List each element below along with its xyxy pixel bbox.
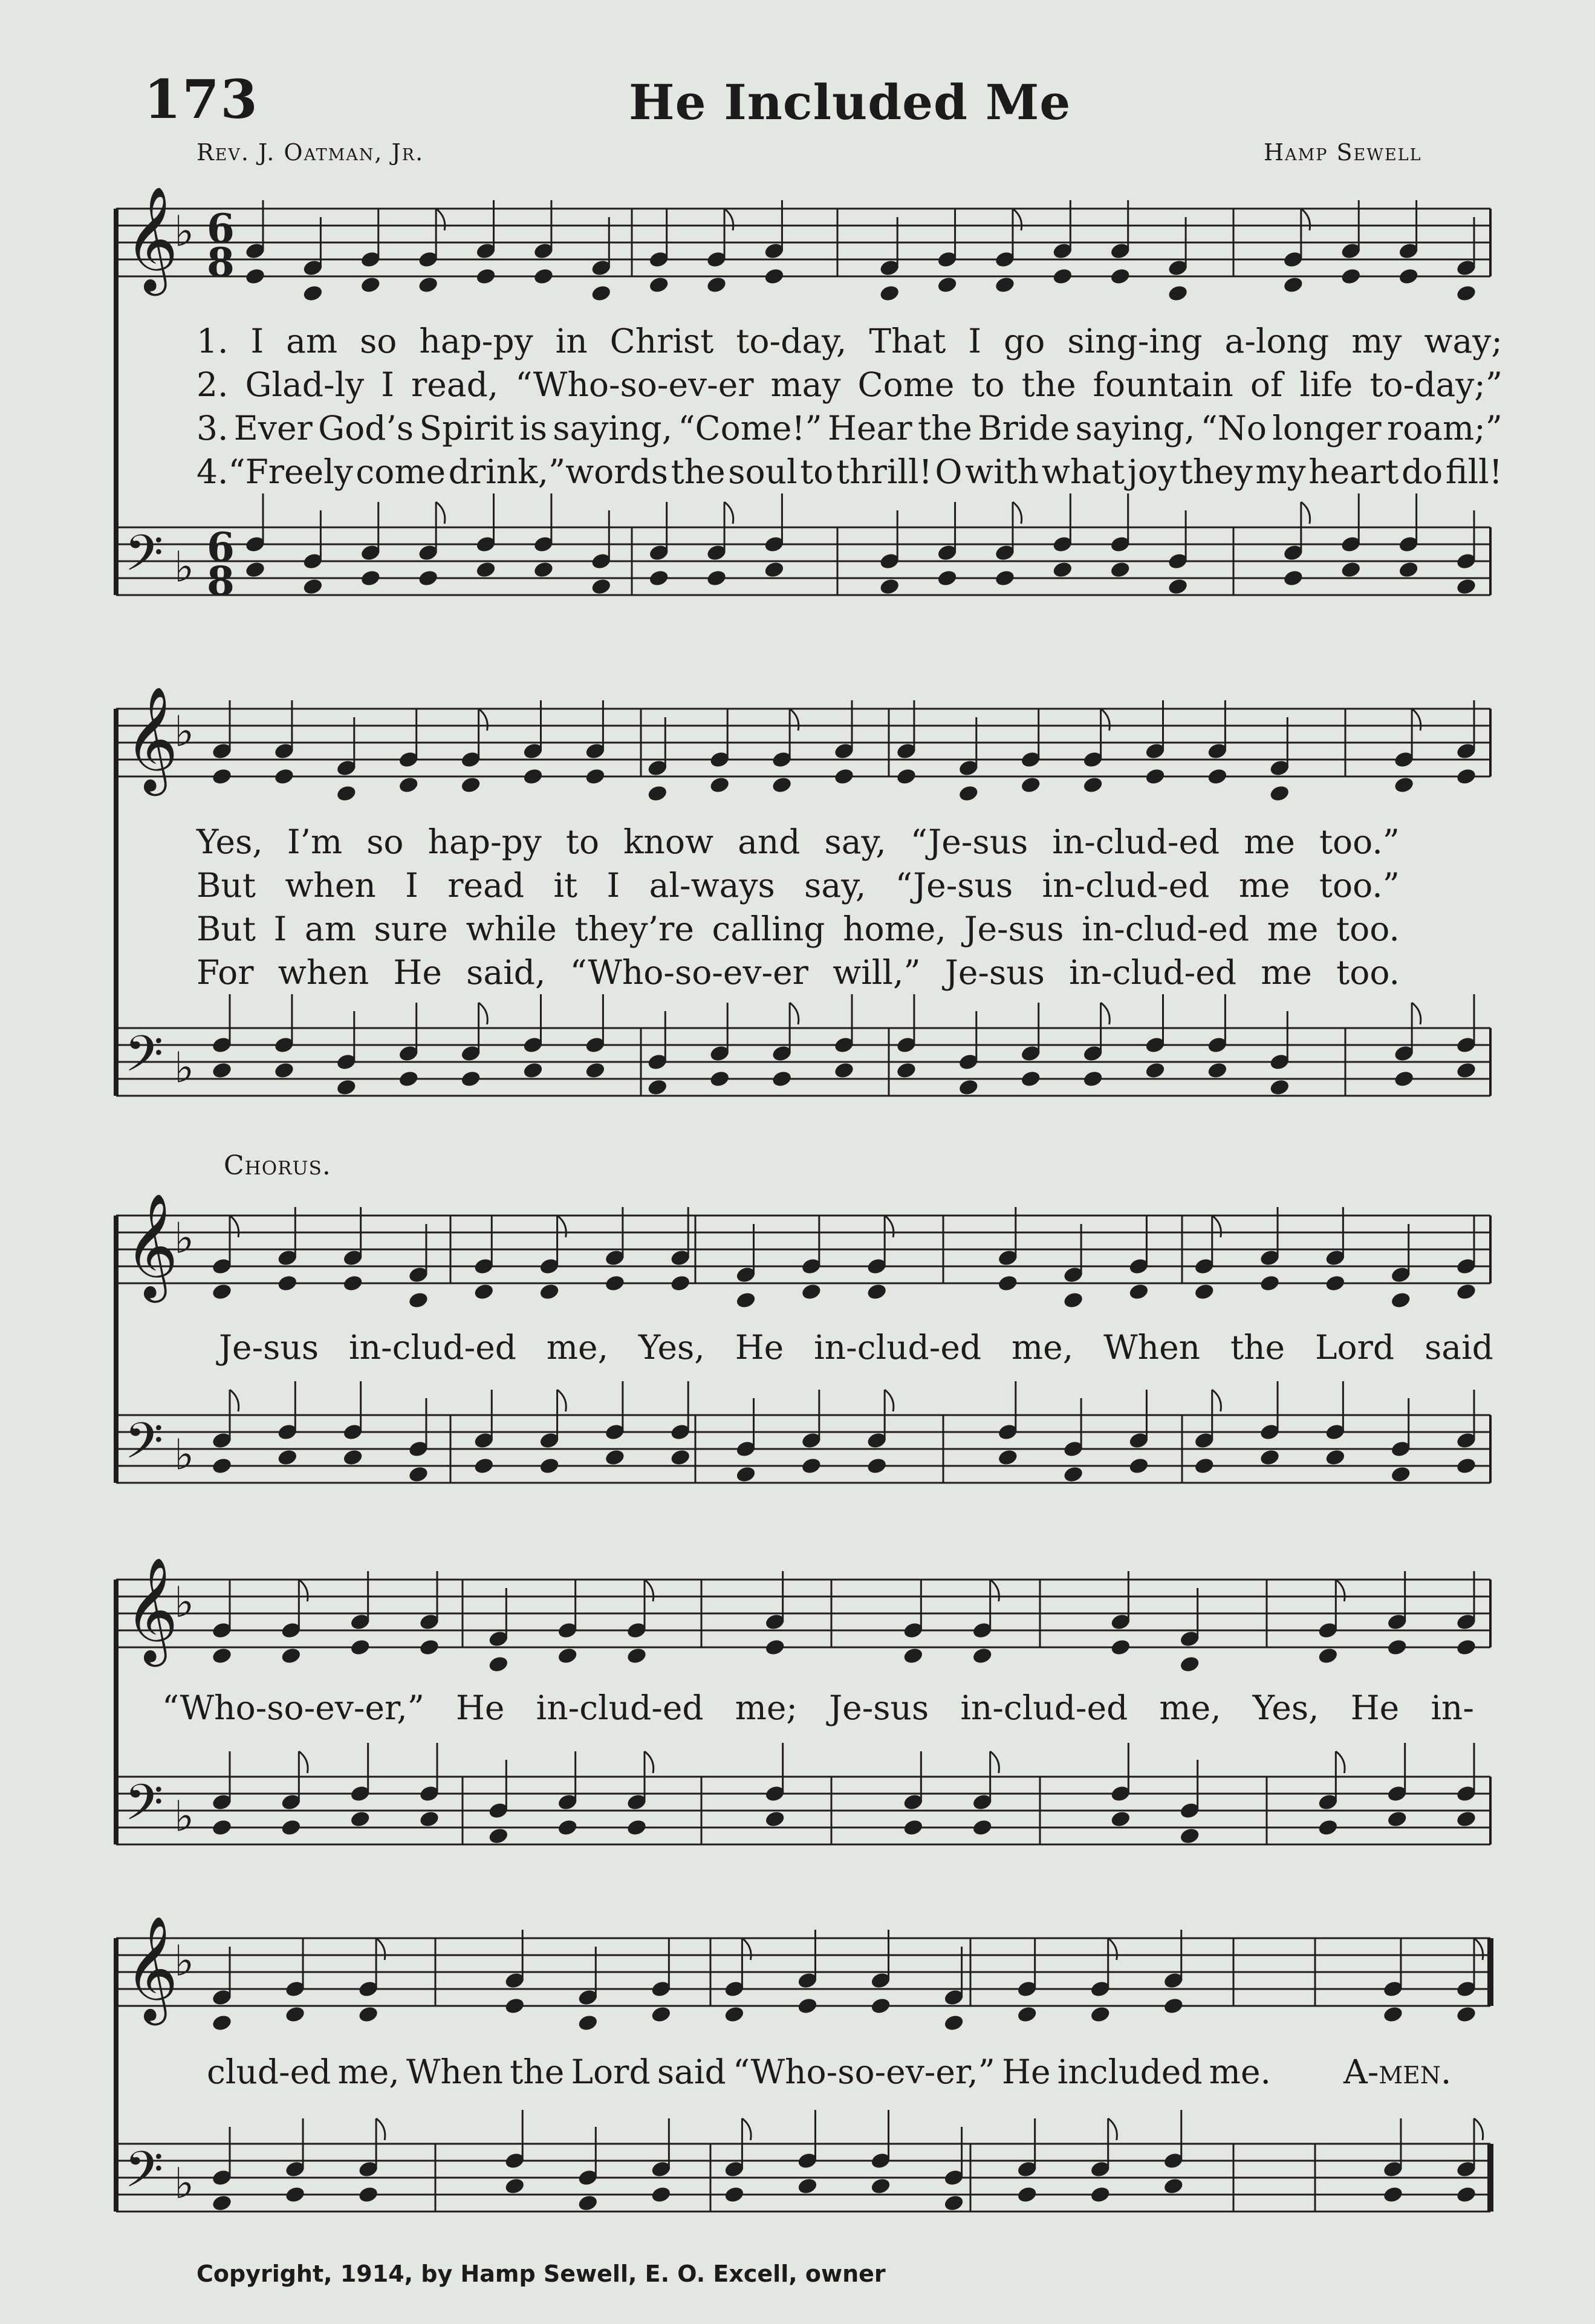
notehead bbox=[276, 1448, 298, 1467]
notehead bbox=[418, 1810, 440, 1829]
notehead bbox=[487, 1827, 509, 1846]
notehead bbox=[473, 1283, 495, 1301]
notehead bbox=[533, 267, 554, 286]
notehead bbox=[1020, 776, 1042, 795]
notehead bbox=[1128, 1457, 1150, 1476]
notehead bbox=[646, 784, 668, 803]
chorus-line-3: clud-ed me, When the Lord said “Who-so-ev-er,” He included me. bbox=[207, 2052, 1271, 2091]
notehead bbox=[646, 1078, 668, 1097]
notehead bbox=[302, 284, 324, 303]
notehead bbox=[604, 1274, 626, 1293]
notehead bbox=[211, 1061, 233, 1080]
notehead bbox=[866, 1457, 888, 1476]
notehead bbox=[336, 1078, 357, 1097]
notehead bbox=[994, 569, 1016, 588]
note-flag bbox=[1336, 1580, 1345, 1601]
notehead bbox=[590, 578, 612, 596]
notehead bbox=[276, 1274, 298, 1293]
notehead bbox=[1455, 1810, 1477, 1829]
notehead bbox=[1390, 1291, 1412, 1310]
notehead bbox=[994, 276, 1016, 295]
notehead bbox=[879, 284, 900, 303]
notehead bbox=[1109, 267, 1131, 286]
notehead bbox=[1455, 1638, 1477, 1657]
notehead bbox=[1051, 561, 1073, 579]
note-flag bbox=[1301, 502, 1310, 524]
notehead bbox=[539, 1283, 560, 1301]
notehead bbox=[342, 1274, 364, 1293]
author-credit: Rev. J. Oatman, Jr. bbox=[197, 139, 424, 166]
notehead bbox=[833, 767, 855, 786]
notehead bbox=[349, 1638, 371, 1657]
notehead bbox=[590, 284, 612, 303]
notehead bbox=[870, 1997, 892, 2016]
notehead bbox=[1325, 1448, 1346, 1467]
notehead bbox=[1455, 1457, 1477, 1476]
notehead bbox=[1082, 776, 1104, 795]
notehead bbox=[460, 1070, 482, 1089]
notehead bbox=[585, 767, 606, 786]
notehead bbox=[958, 1078, 979, 1097]
notehead bbox=[902, 1818, 924, 1837]
notehead bbox=[1340, 561, 1362, 579]
notehead bbox=[1386, 1638, 1408, 1657]
notehead bbox=[1194, 1283, 1215, 1301]
chorus-line-2: “Who-so-ev-er,” He in-clud-ed me; Je-sus in-clud-ed me, Yes, He in- bbox=[162, 1688, 1474, 1727]
note-flag bbox=[885, 1390, 894, 1411]
notehead bbox=[522, 767, 544, 786]
notehead bbox=[577, 2194, 599, 2213]
verse-3-line-2: But I am sure while they’re calling home, Je-sus in-clud-ed me too. bbox=[197, 910, 1400, 948]
notehead bbox=[879, 578, 900, 596]
notehead bbox=[1020, 1070, 1042, 1089]
notehead bbox=[1128, 1283, 1150, 1301]
notehead bbox=[764, 267, 785, 286]
notehead bbox=[349, 1810, 371, 1829]
time-signature-top: 6 bbox=[207, 524, 235, 571]
notehead bbox=[244, 561, 266, 579]
chorus-label: Chorus. bbox=[224, 1150, 331, 1181]
notehead bbox=[1393, 776, 1415, 795]
notehead bbox=[1207, 1061, 1229, 1080]
note-flag bbox=[1101, 1003, 1110, 1024]
notehead bbox=[937, 276, 958, 295]
note-flag bbox=[299, 1751, 308, 1773]
treble-clef-icon: 𝄞 bbox=[125, 186, 178, 291]
notehead bbox=[1051, 267, 1073, 286]
notehead bbox=[735, 1465, 757, 1484]
notehead bbox=[244, 267, 266, 286]
notehead bbox=[1455, 284, 1477, 303]
note-flag bbox=[436, 502, 445, 524]
composer-credit: Hamp Sewell bbox=[1264, 139, 1422, 166]
notehead bbox=[626, 1647, 648, 1665]
notehead bbox=[997, 1448, 1019, 1467]
notehead bbox=[557, 1647, 579, 1665]
notehead bbox=[771, 776, 793, 795]
notehead bbox=[1109, 1810, 1131, 1829]
note-flag bbox=[885, 1216, 894, 1237]
note-flag bbox=[1212, 1390, 1221, 1411]
flat-key-signature-icon: ♭ bbox=[174, 206, 195, 256]
notehead bbox=[706, 569, 727, 588]
chorus-line-1: Je-sus in-clud-ed me, Yes, He in-clud-ed me, When the Lord said bbox=[219, 1328, 1493, 1367]
notehead bbox=[539, 1457, 560, 1476]
notehead bbox=[1163, 1997, 1184, 2016]
notehead bbox=[648, 569, 670, 588]
note-flag bbox=[1212, 1216, 1221, 1237]
notehead bbox=[585, 1061, 606, 1080]
notehead bbox=[1398, 561, 1420, 579]
notehead bbox=[801, 1457, 822, 1476]
notehead bbox=[1163, 2177, 1184, 2196]
note-flag bbox=[790, 709, 799, 731]
notehead bbox=[357, 2005, 379, 2024]
bass-clef-icon: 𝄢 bbox=[125, 1772, 164, 1844]
notehead bbox=[1269, 784, 1290, 803]
note-flag bbox=[1412, 1003, 1421, 1024]
notehead bbox=[211, 2014, 233, 2033]
note-flag bbox=[742, 2118, 751, 2140]
notehead bbox=[943, 2014, 965, 2033]
notehead bbox=[473, 1457, 495, 1476]
notehead bbox=[1082, 1070, 1104, 1089]
notehead bbox=[650, 2005, 672, 2024]
notehead bbox=[1455, 767, 1477, 786]
notehead bbox=[557, 1818, 579, 1837]
notehead bbox=[336, 784, 357, 803]
notehead bbox=[284, 2186, 306, 2204]
note-flag bbox=[1013, 502, 1022, 524]
notehead bbox=[1393, 1070, 1415, 1089]
notehead bbox=[1179, 1655, 1201, 1674]
notehead bbox=[1207, 767, 1229, 786]
time-signature-bottom: 8 bbox=[207, 239, 235, 286]
note-flag bbox=[230, 1216, 239, 1237]
verse-4-line-1: 4.“Freely come drink,”words the soul to thrill! O with what joy they my heart do fill! bbox=[197, 452, 1502, 491]
notehead bbox=[1398, 267, 1420, 286]
flat-key-signature-icon: ♭ bbox=[174, 1791, 195, 1841]
notehead bbox=[1109, 1638, 1131, 1657]
note-flag bbox=[724, 209, 733, 230]
notehead bbox=[211, 1818, 233, 1837]
notehead bbox=[1386, 1810, 1408, 1829]
notehead bbox=[475, 267, 497, 286]
notehead bbox=[418, 1638, 440, 1657]
notehead bbox=[1145, 1061, 1166, 1080]
notehead bbox=[943, 2194, 965, 2213]
notehead bbox=[280, 1647, 302, 1665]
note-flag bbox=[1108, 2118, 1117, 2140]
notehead bbox=[504, 2177, 525, 2196]
notehead bbox=[833, 1061, 855, 1080]
notehead bbox=[342, 1448, 364, 1467]
notehead bbox=[648, 276, 670, 295]
note-flag bbox=[1336, 1751, 1345, 1773]
notehead bbox=[1317, 1647, 1339, 1665]
notehead bbox=[1269, 1078, 1290, 1097]
notehead bbox=[487, 1655, 509, 1674]
notehead bbox=[211, 1283, 233, 1301]
notehead bbox=[1340, 267, 1362, 286]
notehead bbox=[408, 1465, 429, 1484]
notehead bbox=[870, 2177, 892, 2196]
notehead bbox=[1259, 1448, 1281, 1467]
notehead bbox=[1282, 276, 1304, 295]
note-flag bbox=[990, 1580, 999, 1601]
notehead bbox=[522, 1061, 544, 1080]
flat-key-signature-icon: ♭ bbox=[174, 1577, 195, 1627]
note-flag bbox=[1013, 209, 1022, 230]
note-flag bbox=[742, 1938, 751, 1960]
notehead bbox=[997, 1274, 1019, 1293]
notehead bbox=[1282, 569, 1304, 588]
notehead bbox=[895, 1061, 917, 1080]
notehead bbox=[604, 1448, 626, 1467]
note-flag bbox=[1474, 1938, 1483, 1960]
flat-key-signature-icon: ♭ bbox=[174, 1936, 195, 1986]
notehead bbox=[958, 784, 979, 803]
notehead bbox=[1194, 1457, 1215, 1476]
amen-lyric: A-men. bbox=[1343, 2052, 1452, 2091]
verse-2-line-2: But when I read it I al-ways say, “Je-sus in-clud-ed me too.” bbox=[197, 866, 1400, 905]
notehead bbox=[577, 2014, 599, 2033]
treble-clef-icon: 𝄞 bbox=[125, 1915, 178, 2021]
notehead bbox=[280, 1818, 302, 1837]
notehead bbox=[1109, 561, 1131, 579]
notehead bbox=[273, 767, 295, 786]
note-flag bbox=[645, 1580, 654, 1601]
notehead bbox=[1090, 2186, 1111, 2204]
note-flag bbox=[376, 2118, 385, 2140]
notehead bbox=[797, 2177, 819, 2196]
notehead bbox=[1455, 578, 1477, 596]
notehead bbox=[211, 1457, 233, 1476]
notehead bbox=[1317, 1818, 1339, 1837]
notehead bbox=[724, 2186, 746, 2204]
flat-key-signature-icon: ♭ bbox=[174, 1043, 195, 1093]
notehead bbox=[360, 569, 382, 588]
notehead bbox=[211, 767, 233, 786]
treble-clef-icon: 𝄞 bbox=[125, 1557, 178, 1662]
flat-key-signature-icon: ♭ bbox=[174, 706, 195, 757]
notehead bbox=[1145, 767, 1166, 786]
notehead bbox=[408, 1291, 429, 1310]
notehead bbox=[302, 578, 324, 596]
note-flag bbox=[1474, 2118, 1483, 2140]
notehead bbox=[417, 569, 439, 588]
notehead bbox=[626, 1818, 648, 1837]
verse-1-line-1: 1. I am so hap-py in Christ to-day, That I go sing-ing a-long my way; bbox=[197, 322, 1502, 360]
flat-key-signature-icon: ♭ bbox=[174, 1213, 195, 1263]
notehead bbox=[398, 1070, 420, 1089]
notehead bbox=[709, 1070, 730, 1089]
notehead bbox=[709, 776, 730, 795]
time-signature-top: 6 bbox=[207, 205, 235, 252]
note-flag bbox=[299, 1580, 308, 1601]
note-flag bbox=[1108, 1938, 1117, 1960]
verse-2-line-1: 2. Glad-ly I read, “Who-so-ev-er may Come to the fountain of life to-day;” bbox=[197, 365, 1502, 404]
flat-key-signature-icon: ♭ bbox=[174, 1430, 195, 1480]
notehead bbox=[1325, 1274, 1346, 1293]
notehead bbox=[1167, 578, 1189, 596]
notehead bbox=[273, 1061, 295, 1080]
notehead bbox=[764, 561, 785, 579]
notehead bbox=[669, 1274, 691, 1293]
notehead bbox=[895, 767, 917, 786]
notehead bbox=[1455, 1061, 1477, 1080]
bass-clef-icon: 𝄢 bbox=[125, 1024, 164, 1095]
notehead bbox=[1382, 2005, 1404, 2024]
notehead bbox=[1455, 2186, 1477, 2204]
notehead bbox=[797, 1997, 819, 2016]
notehead bbox=[1179, 1827, 1201, 1846]
notehead bbox=[1090, 2005, 1111, 2024]
note-flag bbox=[645, 1751, 654, 1773]
notehead bbox=[937, 569, 958, 588]
notehead bbox=[902, 1647, 924, 1665]
notehead bbox=[1016, 2005, 1038, 2024]
note-flag bbox=[990, 1751, 999, 1773]
note-flag bbox=[1412, 709, 1421, 731]
notehead bbox=[357, 2186, 379, 2204]
notehead bbox=[211, 2194, 233, 2213]
note-flag bbox=[479, 709, 488, 731]
notehead bbox=[475, 561, 497, 579]
verse-3-line-1: 3. Ever God’s Spirit is saying, “Come!” Hear the Bride saying, “No longer roam;” bbox=[197, 409, 1502, 448]
notehead bbox=[398, 776, 420, 795]
hymn-title: He Included Me bbox=[629, 74, 1071, 131]
notehead bbox=[972, 1818, 993, 1837]
notehead bbox=[1062, 1291, 1084, 1310]
notehead bbox=[211, 1647, 233, 1665]
note-flag bbox=[557, 1216, 567, 1237]
notehead bbox=[1259, 1274, 1281, 1293]
flat-key-signature-icon: ♭ bbox=[174, 2158, 195, 2208]
notehead bbox=[972, 1647, 993, 1665]
notehead bbox=[417, 276, 439, 295]
note-flag bbox=[376, 1938, 385, 1960]
note-flag bbox=[230, 1390, 239, 1411]
time-signature-bottom: 8 bbox=[207, 558, 235, 605]
notehead bbox=[735, 1291, 757, 1310]
note-flag bbox=[724, 502, 733, 524]
note-flag bbox=[479, 1003, 488, 1024]
treble-clef-icon: 𝄞 bbox=[125, 686, 178, 792]
notehead bbox=[1390, 1465, 1412, 1484]
notehead bbox=[1455, 2005, 1477, 2024]
bass-clef-icon: 𝄢 bbox=[125, 2140, 164, 2211]
notehead bbox=[724, 2005, 746, 2024]
note-flag bbox=[557, 1390, 567, 1411]
notehead bbox=[764, 1638, 786, 1657]
copyright-notice: Copyright, 1914, by Hamp Sewell, E. O. Excell, owner bbox=[197, 2261, 886, 2287]
verse-1-line-2: Yes, I’m so hap-py to know and say, “Je-sus in-clud-ed me too.” bbox=[197, 822, 1400, 861]
notehead bbox=[771, 1070, 793, 1089]
note-flag bbox=[1301, 209, 1310, 230]
notehead bbox=[866, 1283, 888, 1301]
flat-key-signature-icon: ♭ bbox=[174, 542, 195, 592]
notehead bbox=[460, 776, 482, 795]
note-flag bbox=[790, 1003, 799, 1024]
note-flag bbox=[1101, 709, 1110, 731]
notehead bbox=[801, 1283, 822, 1301]
verse-4-line-2: For when He said, “Who-so-ev-er will,” Je-sus in-clud-ed me too. bbox=[197, 953, 1400, 992]
hymn-number: 173 bbox=[144, 68, 259, 131]
notehead bbox=[1062, 1465, 1084, 1484]
notehead bbox=[764, 1810, 786, 1829]
notehead bbox=[669, 1448, 691, 1467]
notehead bbox=[533, 561, 554, 579]
bass-clef-icon: 𝄢 bbox=[125, 523, 164, 594]
notehead bbox=[504, 1997, 525, 2016]
notehead bbox=[1382, 2186, 1404, 2204]
notehead bbox=[706, 276, 727, 295]
notehead bbox=[284, 2005, 306, 2024]
notehead bbox=[650, 2186, 672, 2204]
bass-clef-icon: 𝄢 bbox=[125, 1411, 164, 1482]
treble-clef-icon: 𝄞 bbox=[125, 1193, 178, 1298]
notehead bbox=[1455, 1283, 1477, 1301]
notehead bbox=[360, 276, 382, 295]
note-flag bbox=[436, 209, 445, 230]
notehead bbox=[1167, 284, 1189, 303]
notehead bbox=[1016, 2186, 1038, 2204]
